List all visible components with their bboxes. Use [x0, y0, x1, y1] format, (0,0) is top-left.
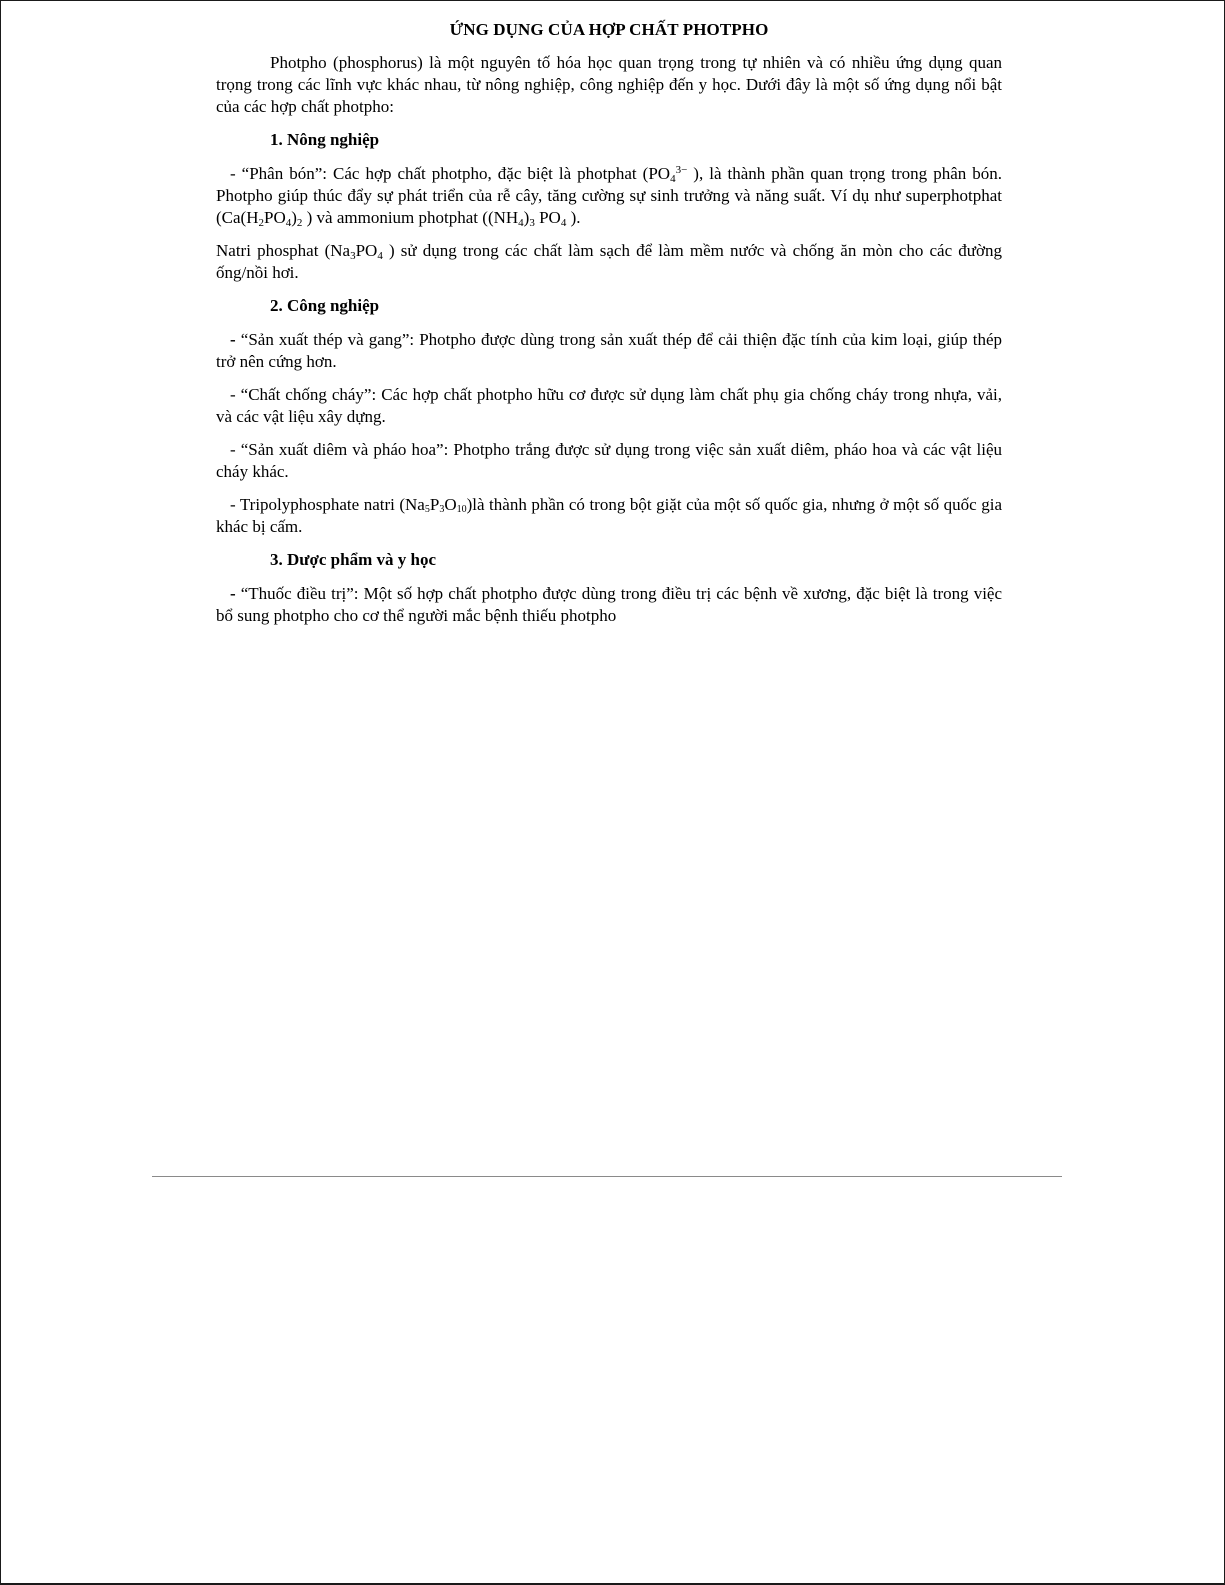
steel-paragraph: - “Sản xuất thép và gang”: Photpho được dùng trong sản xuất thép để cải thiện đặc tính của kim loại, giúp thép trở nên cứng hơn. [216, 330, 1002, 371]
document-body [216, 18, 1002, 638]
section-heading-medicine: 3. Dược phẩm và y học [270, 550, 437, 569]
medicine-paragraph: - “Thuốc điều trị”: Một số hợp chất photpho được dùng trong điều trị các bệnh về xương, đặc biệt là trong việc bổ sung photpho cho cơ thể người mắc bệnh thiếu photpho [216, 584, 1003, 625]
document-title: ỨNG DỤNG CỦA HỢP CHẤT PHOTPHO [449, 20, 769, 39]
footer-divider [152, 1176, 1062, 1177]
tripolyphosphate-paragraph: - Tripolyphosphate natri $(Na_5P_3O_{10})là$ thành phần có trong bột giặt của một số quốc gia, nhưng ở một số quốc gia khác bị cấm. [216, 495, 1002, 536]
fertilizer-paragraph: - “Phân bón”: Các hợp chất photpho, đặc biệt là photphat ($PO_4^{3-}$ ), là thành phần quan trọng trong phân bón. Photpho giúp thúc đẩy sự phát triển của rễ cây, tăng cường sự sinh trưởng và năng suất. Ví dụ như superphotphat ($Ca(H_2PO_4)_2$ ) và ammonium photphat ($(NH_4)_3$ $PO_4$ ). [216, 164, 1002, 229]
section-heading-industry: 2. Công nghiệp [270, 296, 380, 315]
intro-paragraph: Photpho (phosphorus) là một nguyên tố hóa học quan trọng trong tự nhiên và có nhiều ứng dụng quan trọng trong các lĩnh vực khác nhau, từ nông nghiệp, công nghiệp đến y học. Dưới đây là một số ứng dụng nổi bật của các hợp chất photpho: [216, 53, 1002, 116]
fire-retardant-paragraph: - “Chất chống cháy”: Các hợp chất photpho hữu cơ được sử dụng làm chất phụ gia chống cháy trong nhựa, vải, và các vật liệu xây dựng. [216, 385, 1002, 426]
sodium-phosphate-paragraph: Natri phosphat ($Na_3PO_4$ ) sử dụng trong các chất làm sạch để làm mềm nước và chống ăn mòn cho các đường ống/nồi hơi. [216, 241, 1002, 282]
section-heading-agriculture: 1. Nông nghiệp [270, 130, 380, 149]
matches-fireworks-paragraph: - “Sản xuất diêm và pháo hoa”: Photpho trắng được sử dụng trong việc sản xuất diêm, pháo hoa và các vật liệu cháy khác. [216, 440, 1002, 481]
